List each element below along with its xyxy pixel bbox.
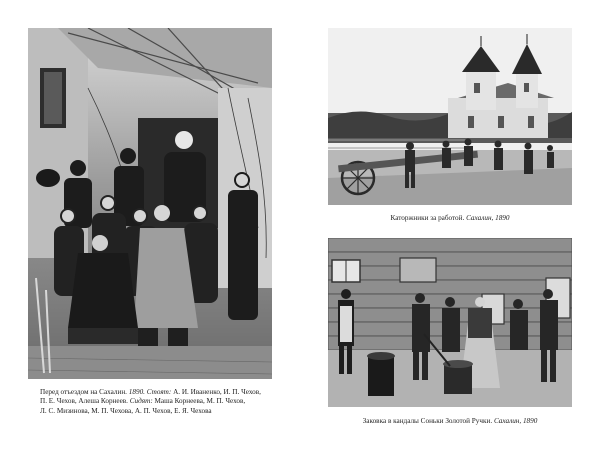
shackling-photo [328, 238, 572, 407]
convicts-at-work-photo [328, 28, 572, 205]
caption-line: Л. С. Мизинова, М. П. Чехова, А. П. Чехов, Е. Я. Чехова [40, 406, 212, 415]
group-portrait-photo [28, 28, 272, 379]
convicts-photo-caption: Каторжники за работой. Сахалин, 1890 [390, 214, 510, 222]
left-photo-caption [40, 388, 290, 416]
caption-line: П. Е. Чехов, Алеша Корнеев. Сидят: Маша Корнеева, М. П. Чехов, [40, 397, 246, 406]
caption-line: Перед отъездом на Сахалин. 1890. Стоят: А. И. Иваненко, И. П. Чехов, [40, 388, 261, 396]
shackling-photo-caption: Заковка в кандалы Соньки Золотой Ручки. Сахалин, 1890 [362, 417, 538, 425]
